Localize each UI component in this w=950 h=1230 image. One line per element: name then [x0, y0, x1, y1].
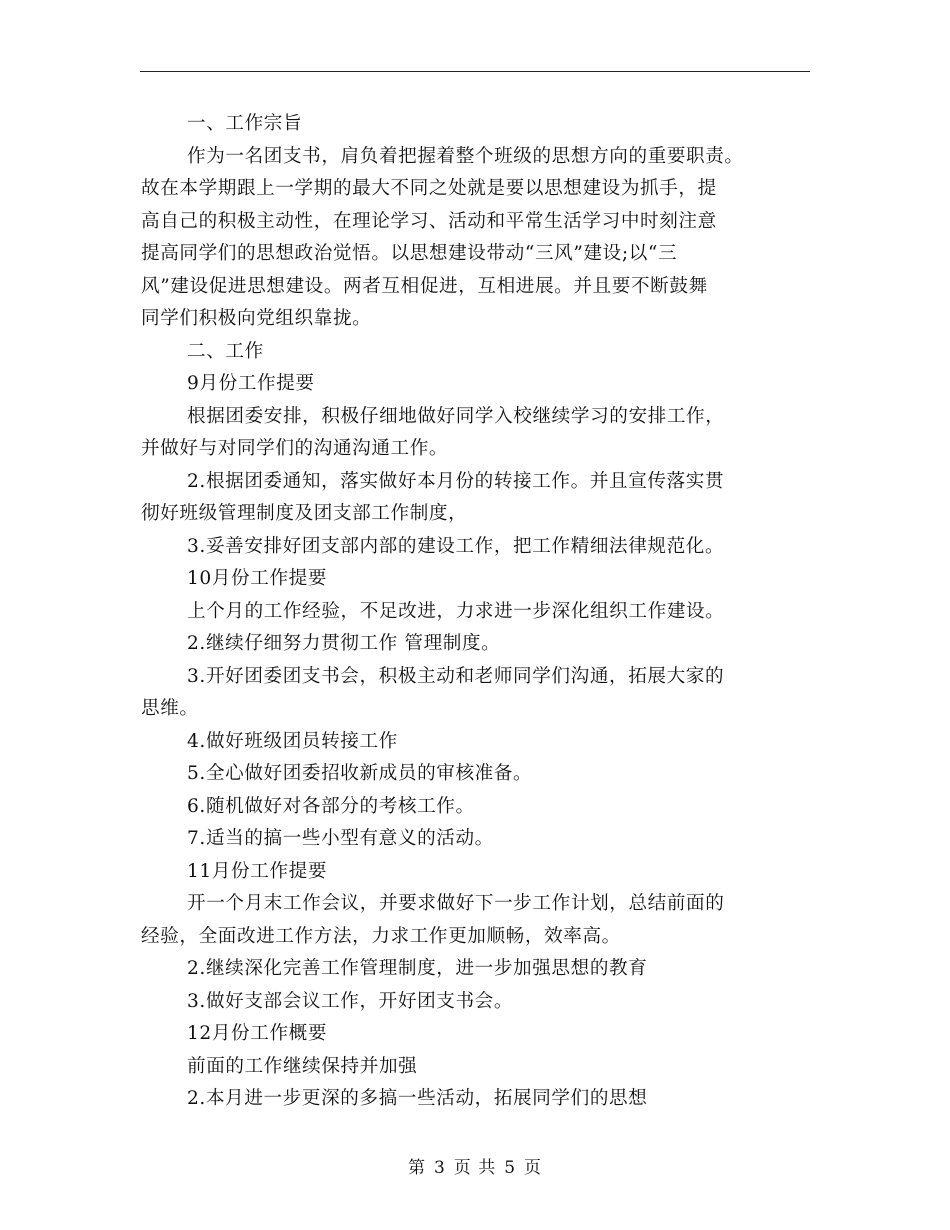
text-line: 二、工作 [187, 340, 264, 362]
document-body [141, 108, 821, 1116]
text-line: 一、工作宗旨 [187, 113, 303, 134]
text-line: 根据团委安排，积极仔细地做好同学入校继续学习的安排工作， [187, 405, 725, 427]
text-line: 9月份工作提要 [187, 373, 315, 394]
text-line: 思维。 [141, 698, 199, 719]
footer-suffix: 页 [524, 1158, 543, 1178]
text-line: 高自己的积极主动性，在理论学习、活动和平常生活学习中时刻注意 [141, 210, 717, 232]
text-line: 2.本月进一步更深的多搞一些活动，拓展同学们的思想 [187, 1088, 648, 1109]
footer-middle: 页 共 [453, 1158, 497, 1178]
text-line: 经验，全面改进工作方法，力求工作更加顺畅，效率高。 [141, 925, 621, 947]
text-line: 12月份工作概要 [187, 1023, 328, 1044]
text-line: 风”建设促进思想建设。两者互相促进，互相进展。并且要不断鼓舞 [141, 275, 708, 297]
text-line: 5.全心做好团委招收新成员的审核准备。 [187, 763, 533, 784]
text-line: 前面的工作继续保持并加强 [187, 1055, 418, 1077]
text-line: 上个月的工作经验，不足改进，力求进一步深化组织工作建设。 [187, 600, 725, 622]
text-line: 10月份工作提要 [187, 568, 328, 589]
footer-total-pages: 5 [504, 1158, 517, 1178]
page-footer [0, 1153, 950, 1178]
text-line: 2.继续深化完善工作管理制度，进一步加强思想的教育 [187, 958, 648, 979]
text-line: 提高同学们的思想政治觉悟。以思想建设带动“三风”建设;以“三 [141, 243, 678, 264]
text-line: 2.根据团委通知，落实做好本月份的转接工作。并且宣传落实贯 [187, 470, 725, 492]
text-line: 4.做好班级团员转接工作 [187, 730, 398, 752]
text-line: 彻好班级管理制度及团支部工作制度， [141, 503, 468, 524]
text-line: 7.适当的搞一些小型有意义的活动。 [187, 828, 494, 849]
text-line: 故在本学期跟上一学期的最大不同之处就是要以思想建设为抓手，提 [141, 178, 717, 199]
text-line: 3.开好团委团支书会，积极主动和老师同学们沟通，拓展大家的 [187, 665, 725, 687]
text-line: 2.继续仔细努力贯彻工作 管理制度。 [187, 633, 501, 654]
text-line: 3.妥善安排好团支部内部的建设工作，把工作精细法律规范化。 [187, 535, 725, 557]
text-line: 3.做好支部会议工作，开好团支书会。 [187, 990, 514, 1012]
text-line: 开一个月末工作会议，并要求做好下一步工作计划，总结前面的 [187, 893, 725, 914]
header-rule [140, 71, 810, 72]
text-line: 6.随机做好对各部分的考核工作。 [187, 795, 475, 817]
text-line: 并做好与对同学们的沟通沟通工作。 [141, 438, 449, 459]
text-line: 作为一名团支书，肩负着把握着整个班级的思想方向的重要职责。 [187, 145, 744, 167]
footer-page-number: 3 [433, 1158, 446, 1178]
text-line: 同学们积极向党组织靠拢。 [141, 308, 372, 329]
text-line: 11月份工作提要 [187, 860, 328, 882]
footer-prefix: 第 [407, 1158, 426, 1178]
